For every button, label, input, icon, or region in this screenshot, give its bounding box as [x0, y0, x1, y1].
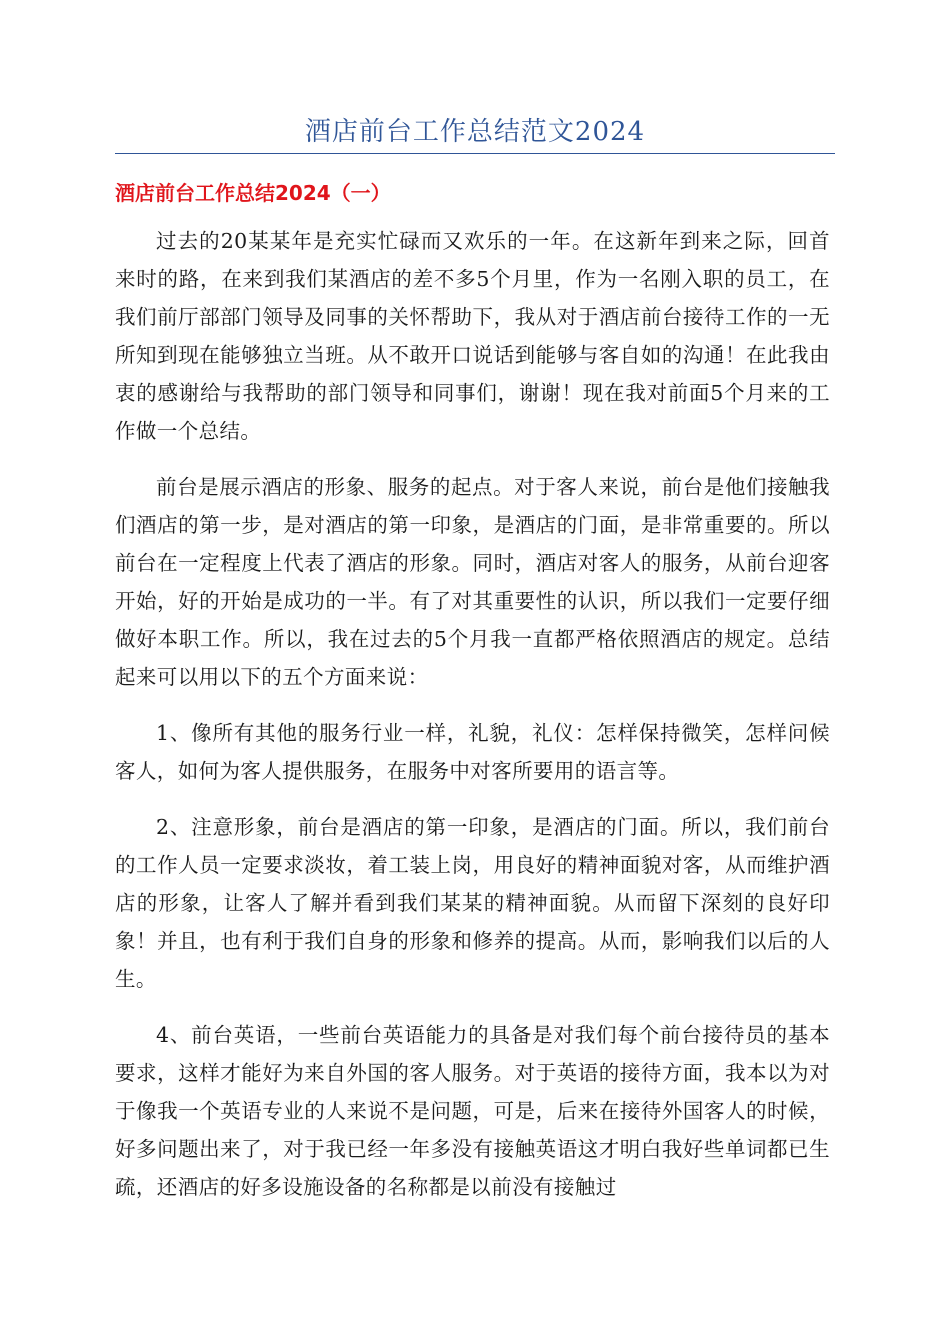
- paragraph-point-2-image: 2、注意形象，前台是酒店的第一印象，是酒店的门面。所以，我们前台的工作人员一定要求淡妆，着工装上岗，用良好的精神面貌对客，从而维护酒店的形象，让客人了解并看到我们某某的精神面貌。从而留下深刻的良好印象！并且，也有利于我们自身的形象和修养的提高。从而，影响我们以后的人生。: [115, 815, 830, 991]
- paragraph-intro: 过去的20某某年是充实忙碌而又欢乐的一年。在这新年到来之际，回首来时的路，在来到我们某酒店的差不多5个月里，作为一名刚入职的员工，在我们前厅部部门领导及同事的关怀帮助下，我从对于酒店前台接待工作的一无所知到现在能够独立当班。从不敢开口说话到能够与客自如的沟通！在此我由衷的感谢给与我帮助的部门领导和同事们，谢谢！现在我对前面5个月来的工作做一个总结。: [115, 229, 830, 443]
- section-heading: 酒店前台工作总结2024（一）: [115, 181, 391, 205]
- paragraph-point-1-etiquette: 1、像所有其他的服务行业一样，礼貌，礼仪：怎样保持微笑，怎样问候客人，如何为客人提供服务，在服务中对客所要用的语言等。: [115, 721, 830, 783]
- paragraph-front-desk-importance: 前台是展示酒店的形象、服务的起点。对于客人来说，前台是他们接触我们酒店的第一步，是对酒店的第一印象，是酒店的门面，是非常重要的。所以前台在一定程度上代表了酒店的形象。同时，酒店对客人的服务，从前台迎客开始，好的开始是成功的一半。有了对其重要性的认识，所以我们一定要仔细做好本职工作。所以，我在过去的5个月我一直都严格依照酒店的规定。总结起来可以用以下的五个方面来说：: [115, 475, 830, 689]
- document-title: 酒店前台工作总结范文2024: [304, 117, 646, 147]
- title-underline-divider: [115, 153, 835, 154]
- document-body: [115, 222, 830, 1224]
- paragraph-point-4-english: 4、前台英语，一些前台英语能力的具备是对我们每个前台接待员的基本要求，这样才能好为来自外国的客人服务。对于英语的接待方面，我本以为对于像我一个英语专业的人来说不是问题，可是，后来在接待外国客人的时候，好多问题出来了，对于我已经一年多没有接触英语这才明白我好些单词都已生疏，还酒店的好多设施设备的名称都是以前没有接触过: [115, 1023, 830, 1199]
